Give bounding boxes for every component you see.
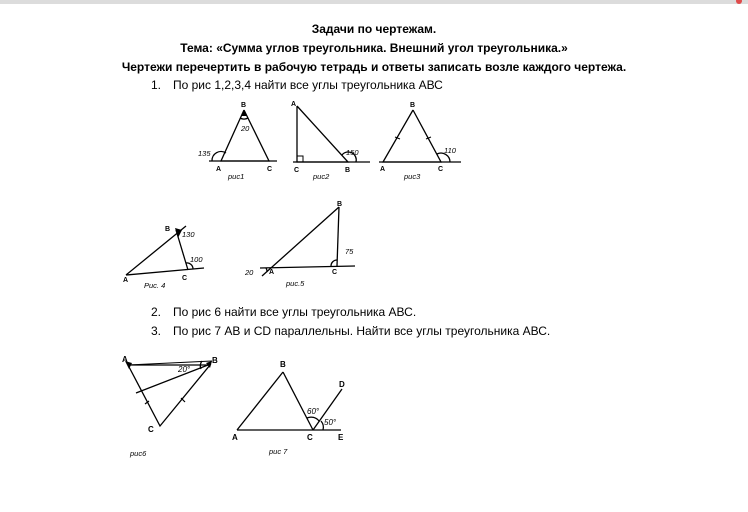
- angle-value-c: 75: [345, 247, 354, 256]
- angle-arc-b: [240, 118, 248, 119]
- triangle: [221, 110, 269, 161]
- angle-value-c: 100: [190, 255, 203, 264]
- vertex-label-b: B: [165, 226, 171, 233]
- figure-caption: рис6: [130, 449, 147, 458]
- worksheet-title: Задачи по чертежам.: [311, 22, 437, 36]
- side-bc: [283, 372, 313, 430]
- figure-5: [240, 198, 365, 293]
- figure-caption: рис 7: [269, 447, 288, 456]
- vertex-label-a: A: [232, 433, 238, 442]
- angle-arc-60: [307, 417, 319, 421]
- task-number: 3.: [151, 324, 162, 338]
- angle-value-50: 50°: [324, 418, 337, 427]
- angle-value-b: 20°: [178, 365, 191, 374]
- vertex-label-a: A: [216, 166, 222, 173]
- vertex-label-c: C: [267, 166, 273, 173]
- figure-3: [375, 98, 470, 183]
- figure-1: [195, 98, 280, 183]
- figure-6: [118, 352, 228, 462]
- figure-caption: Рис. 4: [144, 281, 166, 290]
- figure-7: [225, 355, 360, 465]
- triangle: [383, 110, 441, 162]
- task-number: 2.: [151, 305, 162, 319]
- figure-caption: рис3: [404, 172, 421, 181]
- figure-caption: рис2: [313, 172, 330, 181]
- top-border: [0, 0, 748, 4]
- vertex-label-a: A: [122, 355, 128, 364]
- angle-value-b: 150: [346, 148, 359, 157]
- vertex-label-b: B: [345, 167, 351, 174]
- vertex-label-c: C: [294, 167, 300, 174]
- task-1: [151, 78, 443, 92]
- task-text: По рис 7 АВ и CD параллельны. Найти все углы треугольника АВС.: [173, 324, 551, 338]
- triangle: [128, 365, 210, 426]
- vertex-label-c: C: [182, 275, 188, 282]
- vertex-label-c: C: [307, 433, 313, 442]
- task-text: По рис 6 найти все углы треугольника АВС.: [173, 305, 417, 319]
- angle-value-b: 20: [241, 124, 250, 133]
- angle-arc-a: [266, 268, 267, 272]
- figure-caption: рис1: [228, 172, 245, 181]
- base-line: [260, 266, 355, 268]
- vertex-label-a: A: [123, 277, 129, 284]
- vertex-label-c: C: [438, 166, 444, 173]
- vertex-label-b: B: [241, 102, 247, 109]
- angle-value-a: 20: [245, 268, 254, 277]
- figure-4: [118, 220, 218, 295]
- worksheet-instructions: Чертежи перечертить в рабочую тетрадь и ответы записать возле каждого чертежа.: [121, 60, 627, 74]
- vertex-label-b: B: [280, 360, 286, 369]
- figure-2: [288, 98, 378, 183]
- angle-arc-a: [212, 151, 226, 161]
- vertex-label-c: C: [332, 269, 338, 276]
- vertex-label-a: A: [291, 101, 297, 108]
- vertex-label-a: A: [380, 166, 386, 173]
- worksheet-topic: Тема: «Сумма углов треугольника. Внешний угол треугольника.»: [180, 41, 568, 55]
- side-bc: [337, 207, 339, 266]
- figure-caption: рис.5: [286, 279, 305, 288]
- task-2: [151, 305, 416, 319]
- triangle: [297, 106, 348, 162]
- angle-value-a: 135: [198, 149, 211, 158]
- side-ab: [262, 207, 339, 276]
- point-label-d: D: [339, 380, 345, 389]
- vertex-label-b: B: [212, 356, 218, 365]
- angle-value-b: 130: [182, 230, 195, 239]
- vertex-label-b: B: [410, 102, 416, 109]
- angle-value-c: 110: [444, 146, 456, 155]
- vertex-label-a: A: [269, 269, 275, 276]
- angle-arc-c: [331, 260, 337, 266]
- side-ab: [237, 372, 283, 430]
- angle-arc-50: [321, 421, 323, 430]
- vertex-label-b: B: [337, 201, 343, 208]
- task-text: По рис 1,2,3,4 найти все углы треугольника АВС: [173, 78, 443, 92]
- inner-segment: [136, 365, 208, 393]
- task-number: 1.: [151, 78, 162, 92]
- vertex-label-c: C: [148, 425, 154, 434]
- right-angle-mark: [297, 156, 303, 162]
- side-ac: [126, 268, 204, 275]
- angle-value-60: 60°: [307, 407, 320, 416]
- point-label-e: E: [338, 433, 344, 442]
- task-3: [151, 324, 550, 338]
